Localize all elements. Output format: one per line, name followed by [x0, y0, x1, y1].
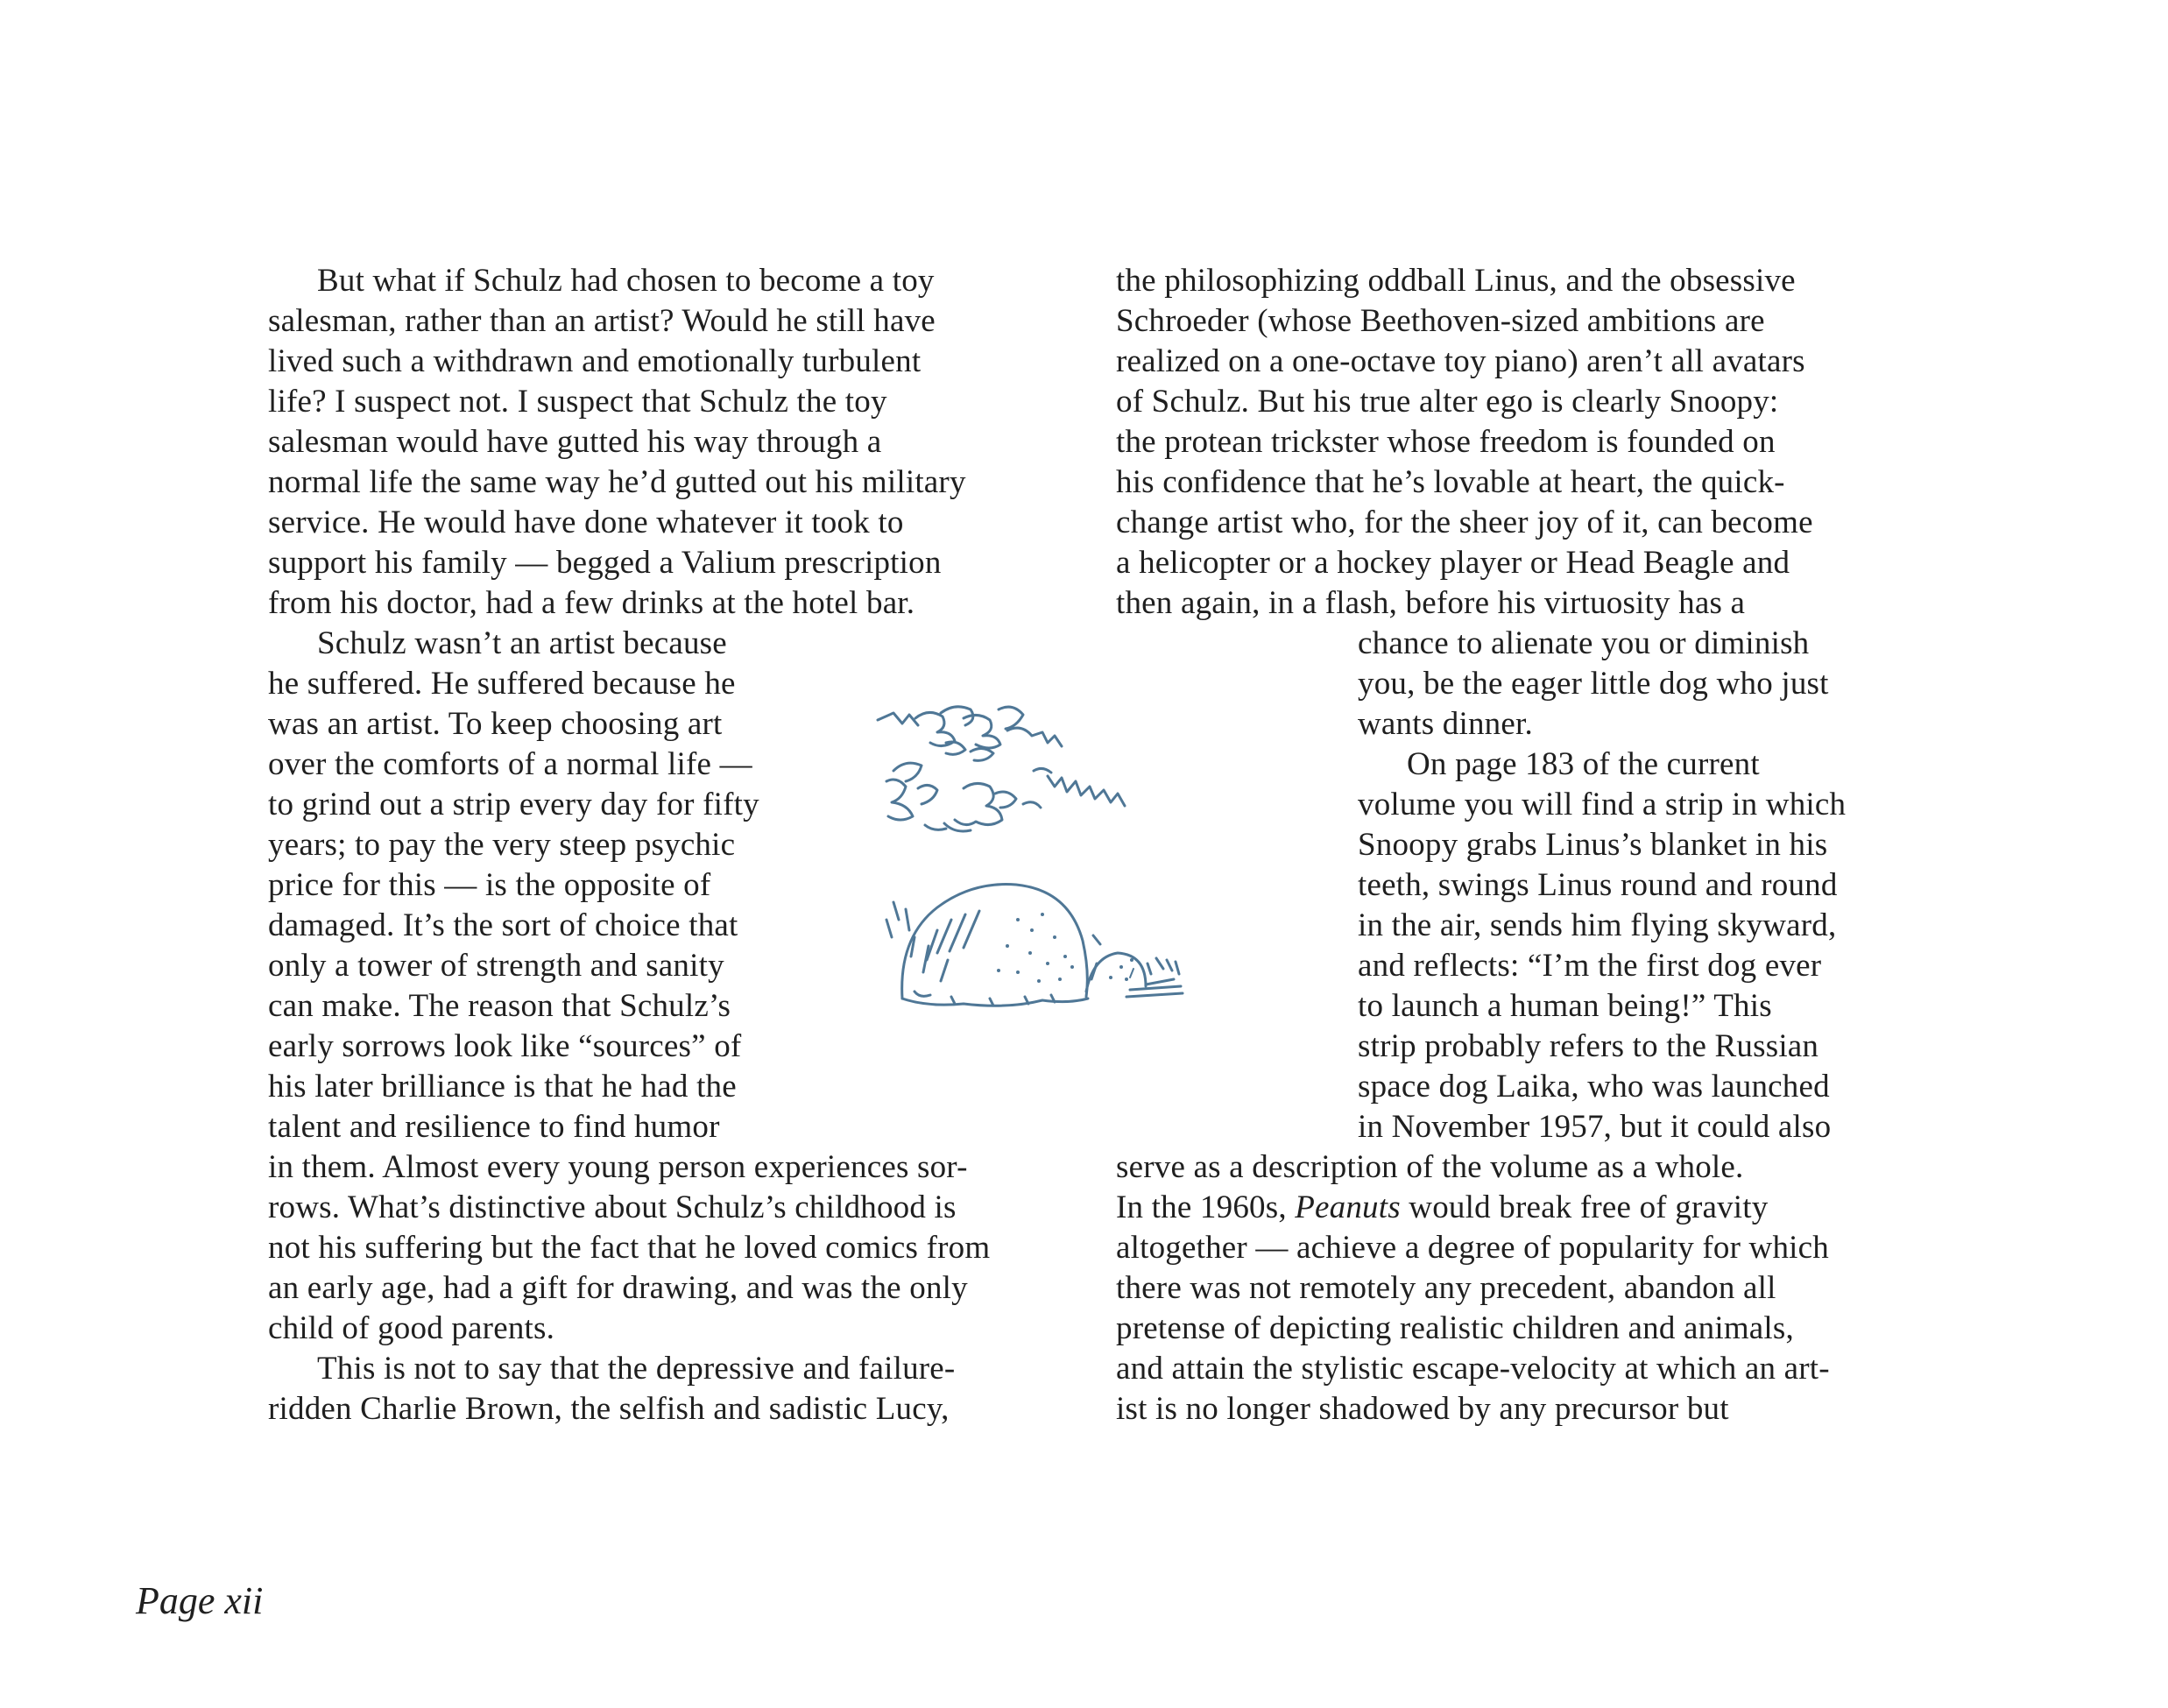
- text-line: over the comforts of a normal life —: [268, 746, 752, 782]
- text-line: his confidence that he’s lovable at heart, the quick-: [1116, 464, 1785, 500]
- text-line: Snoopy grabs Linus’s blanket in his: [1358, 827, 1828, 863]
- text-line: there was not remotely any precedent, abandon all: [1116, 1270, 1776, 1306]
- text-line: can make. The reason that Schulz’s: [268, 988, 731, 1024]
- text-line: was an artist. To keep choosing art: [268, 706, 723, 742]
- text-line: price for this — is the opposite of: [268, 867, 711, 903]
- text-line: salesman would have gutted his way through a: [268, 424, 882, 460]
- text-line: the protean trickster whose freedom is founded on: [1116, 424, 1776, 460]
- text-line: ridden Charlie Brown, the selfish and sadistic Lucy,: [268, 1391, 950, 1427]
- snoopy-doghouse-sketch-icon: [867, 701, 1305, 1051]
- text-line: child of good parents.: [268, 1310, 555, 1346]
- text-line: you, be the eager little dog who just: [1358, 666, 1829, 702]
- text-line: only a tower of strength and sanity: [268, 948, 724, 984]
- text-line: This is not to say that the depressive and failure-: [317, 1351, 956, 1387]
- text-line: his later brilliance is that he had the: [268, 1069, 737, 1105]
- text-line: wants dinner.: [1358, 706, 1533, 742]
- text-line: in the air, sends him flying skyward,: [1358, 907, 1837, 943]
- text-line: chance to alienate you or diminish: [1358, 625, 1810, 661]
- text-line: he suffered. He suffered because he: [268, 666, 736, 702]
- text-line: of Schulz. But his true alter ego is clearly Snoopy:: [1116, 384, 1779, 420]
- text-line: space dog Laika, who was launched: [1358, 1069, 1830, 1105]
- text-line: an early age, had a gift for drawing, and was the only: [268, 1270, 968, 1306]
- text-line: in November 1957, but it could also: [1358, 1109, 1832, 1145]
- text-line: service. He would have done whatever it took to: [268, 505, 904, 540]
- text-line: realized on a one-octave toy piano) aren’t all avatars: [1116, 343, 1805, 379]
- text-line: from his doctor, had a few drinks at the hotel bar.: [268, 585, 915, 621]
- text-fragment: would break free of gravity: [1400, 1189, 1769, 1225]
- text-line: talent and resilience to find humor: [268, 1109, 720, 1145]
- text-line: not his suffering but the fact that he loved comics from: [268, 1230, 991, 1266]
- text-line: and reflects: “I’m the first dog ever: [1358, 948, 1822, 984]
- foliage-sketch: [878, 707, 1125, 831]
- italic-title: Peanuts: [1295, 1189, 1401, 1225]
- text-line: teeth, swings Linus round and round: [1358, 867, 1838, 903]
- speckle-dots: [997, 913, 1133, 983]
- text-line: a helicopter or a hockey player or Head Beagle and: [1116, 545, 1790, 581]
- text-line: serve as a description of the volume as a whole.: [1116, 1149, 1744, 1185]
- text-line: volume you will find a strip in which: [1358, 787, 1847, 822]
- text-line: in them. Almost every young person experiences sor-: [268, 1149, 968, 1185]
- mound-sketch: [886, 885, 1183, 1006]
- text-line: the philosophizing oddball Linus, and the obsessive: [1116, 263, 1796, 299]
- text-line: then again, in a flash, before his virtuosity has a: [1116, 585, 1746, 621]
- text-line: ist is no longer shadowed by any precursor but: [1116, 1391, 1729, 1427]
- text-line: to grind out a strip every day for fifty: [268, 787, 759, 822]
- text-line: salesman, rather than an artist? Would he still have: [268, 303, 936, 339]
- text-line: Schulz wasn’t an artist because: [317, 625, 727, 661]
- text-line: Schroeder (whose Beethoven-sized ambitions are: [1116, 303, 1765, 339]
- text-line: pretense of depicting realistic children and animals,: [1116, 1310, 1794, 1346]
- text-line: and attain the stylistic escape-velocity at which an art-: [1116, 1351, 1830, 1387]
- page-number: Page xii: [136, 1579, 264, 1622]
- text-line: change artist who, for the sheer joy of it, can become: [1116, 505, 1813, 540]
- text-line: lived such a withdrawn and emotionally turbulent: [268, 343, 922, 379]
- text-fragment: In the 1960s,: [1116, 1189, 1296, 1225]
- text-line: early sorrows look like “sources” of: [268, 1028, 742, 1064]
- text-line: damaged. It’s the sort of choice that: [268, 907, 738, 943]
- text-line: rows. What’s distinctive about Schulz’s childhood is: [268, 1189, 957, 1225]
- text-line: normal life the same way he’d gutted out his military: [268, 464, 966, 500]
- text-line: support his family — begged a Valium prescription: [268, 545, 942, 581]
- text-line-with-italic: [1116, 1188, 1768, 1228]
- text-line: But what if Schulz had chosen to become a toy: [317, 263, 935, 299]
- text-line: On page 183 of the current: [1407, 746, 1760, 782]
- text-line: life? I suspect not. I suspect that Schulz the toy: [268, 384, 887, 420]
- text-line: to launch a human being!” This: [1358, 988, 1772, 1024]
- text-line: strip probably refers to the Russian: [1358, 1028, 1819, 1064]
- text-line: altogether — achieve a degree of popularity for which: [1116, 1230, 1829, 1266]
- text-line: years; to pay the very steep psychic: [268, 827, 736, 863]
